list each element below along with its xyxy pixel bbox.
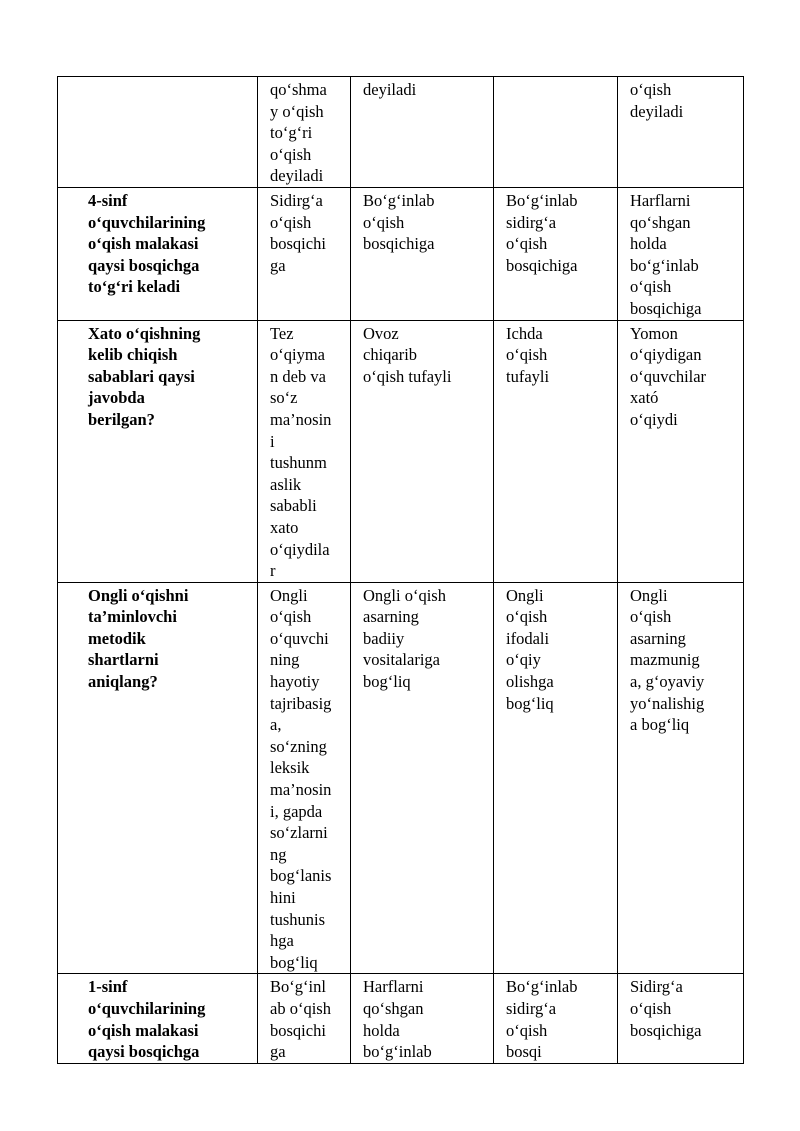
cell-text-line: tushunis	[270, 909, 326, 929]
cell-text-line: shartlarni	[88, 650, 159, 670]
cell-text-line: bosqichi	[270, 234, 326, 254]
quiz-table-body	[58, 77, 744, 1064]
cell-text-line: metodik	[88, 628, 146, 648]
cell-text-line: to‘g‘ri	[270, 123, 313, 143]
cell-text-line: deyiladi	[630, 101, 684, 121]
cell-text-line: so‘zning	[270, 736, 327, 756]
cell-text-line: aslik	[270, 474, 302, 494]
cell-text-line: badiiy	[363, 628, 405, 648]
cell-text-line: o‘quvchilar	[630, 366, 707, 386]
answer-c-cell	[494, 188, 618, 321]
cell-text-line: Bo‘g‘inlab	[506, 191, 578, 210]
cell-text-line: so‘z	[270, 388, 298, 408]
cell-text-line: mazmunig	[630, 650, 700, 670]
cell-text-line: sababli	[270, 496, 317, 516]
cell-text-line: xato	[270, 517, 299, 537]
cell-text-line: qo‘shgan	[363, 998, 424, 1018]
cell-text-line: a,	[270, 715, 282, 735]
cell-text-line: xató	[630, 388, 659, 408]
question-cell	[58, 77, 258, 188]
cell-text-line: vositalariga	[363, 650, 440, 670]
cell-text-line: bosqichiga	[630, 298, 702, 318]
table-row	[58, 974, 744, 1063]
answer-c-cell	[494, 974, 618, 1063]
quiz-table	[57, 76, 744, 1064]
cell-text-line: olishga	[506, 672, 554, 692]
cell-text-line: qaysi bosqichga	[88, 255, 200, 275]
cell-text-line: Xato o‘qishning	[88, 323, 201, 343]
table-row	[58, 188, 744, 321]
cell-text-line: o‘qish	[270, 607, 312, 627]
cell-text-line: bog‘lanis	[270, 866, 332, 886]
cell-text-line: deyiladi	[363, 80, 417, 99]
cell-text-line: qaysi bosqichga	[88, 1042, 200, 1062]
cell-text-line: o‘qiydi	[630, 409, 678, 429]
cell-text-line: holda	[630, 234, 667, 254]
cell-text-line: o‘qiydila	[270, 539, 330, 559]
cell-text-line: Sidirg‘a	[630, 977, 683, 997]
table-row	[58, 77, 744, 188]
cell-text-line: aniqlang?	[88, 672, 158, 692]
cell-text-line: o‘qish malakasi	[88, 1020, 199, 1040]
cell-text-line: n deb va	[270, 366, 326, 386]
cell-text-line: o‘qiydigan	[630, 345, 702, 365]
answer-a-cell	[258, 188, 351, 321]
answer-b-cell	[351, 77, 494, 188]
cell-text-line: a bog‘liq	[630, 715, 690, 735]
cell-text-line: Bo‘g‘inlab	[363, 191, 435, 210]
answer-a-cell	[258, 974, 351, 1063]
cell-text-line: ga	[270, 1042, 286, 1062]
cell-text-line: o‘qiyma	[270, 345, 325, 365]
cell-text-line: o‘qish	[630, 80, 672, 99]
cell-text-line: sabablari qaysi	[88, 366, 195, 386]
cell-text-line: o‘qish	[630, 607, 672, 627]
question-cell	[58, 974, 258, 1063]
cell-text-line: Bo‘g‘inlab	[506, 977, 578, 997]
question-cell	[58, 582, 258, 974]
cell-text-line: chiqarib	[363, 345, 418, 365]
answer-b-cell	[351, 188, 494, 321]
cell-text-line: tushunm	[270, 453, 327, 473]
cell-text-line: bo‘g‘inlab	[630, 255, 699, 275]
answer-a-cell	[258, 582, 351, 974]
cell-text-line: y o‘qish	[270, 101, 324, 121]
cell-text-line: sidirg‘a	[506, 212, 557, 232]
cell-text-line: Ongli	[630, 585, 668, 605]
cell-text-line: leksik	[270, 758, 310, 778]
cell-text-line: so‘zlarni	[270, 823, 328, 843]
answer-c-cell	[494, 77, 618, 188]
cell-text-line: bosqichi	[270, 1020, 326, 1040]
cell-text-line: hini	[270, 888, 296, 907]
cell-text-line: i, gapda	[270, 801, 323, 821]
cell-text-line: i	[270, 431, 275, 451]
answer-d-cell	[618, 188, 744, 321]
cell-text-line: holda	[363, 1020, 400, 1040]
cell-text-line: Ongli o‘qishni	[88, 585, 189, 605]
cell-text-line: ma’nosin	[270, 780, 332, 800]
cell-text-line: qo‘shma	[270, 80, 327, 99]
question-cell	[58, 188, 258, 321]
cell-text-line: berilgan?	[88, 409, 155, 429]
cell-text-line: 1-sinf	[88, 977, 128, 997]
cell-text-line: o‘qish malakasi	[88, 234, 199, 254]
cell-text-line: o‘quvchilarining	[88, 212, 206, 232]
cell-text-line: sidirg‘a	[506, 998, 557, 1018]
cell-text-line: Bo‘g‘inl	[270, 977, 326, 997]
cell-text-line: o‘qish	[363, 212, 405, 232]
cell-text-line: to‘g‘ri keladi	[88, 277, 181, 297]
cell-text-line: ab o‘qish	[270, 998, 331, 1018]
cell-text-line: ning	[270, 650, 300, 670]
cell-text-line: bosqi	[506, 1042, 542, 1062]
cell-text-line: o‘qish	[630, 277, 672, 297]
cell-text-line: bog‘liq	[506, 693, 554, 713]
cell-text-line: qo‘shgan	[630, 212, 691, 232]
answer-d-cell	[618, 77, 744, 188]
cell-text-line: Tez	[270, 323, 294, 343]
cell-text-line: kelib chiqish	[88, 345, 178, 365]
cell-text-line: o‘qish tufayli	[363, 366, 452, 386]
cell-text-line: ng	[270, 844, 287, 864]
cell-text-line: o‘quvchi	[270, 628, 329, 648]
cell-text-line: ga	[270, 255, 286, 275]
cell-text-line: o‘qish	[270, 144, 312, 164]
cell-text-line: o‘qish	[270, 212, 312, 232]
cell-text-line: hga	[270, 931, 294, 951]
answer-c-cell	[494, 582, 618, 974]
cell-text-line: yo‘nalishig	[630, 693, 705, 713]
cell-text-line: ma’nosin	[270, 409, 332, 429]
cell-text-line: o‘qish	[630, 998, 672, 1018]
cell-text-line: bog‘liq	[270, 952, 318, 972]
cell-text-line: a, g‘oyaviy	[630, 672, 705, 692]
answer-a-cell	[258, 320, 351, 582]
cell-text-line: bosqichiga	[363, 234, 435, 254]
cell-text-line: o‘qish	[506, 234, 548, 254]
question-cell	[58, 320, 258, 582]
cell-text-line: r	[270, 561, 276, 581]
cell-text-line: bo‘g‘inlab	[363, 1042, 432, 1062]
answer-b-cell	[351, 582, 494, 974]
answer-d-cell	[618, 974, 744, 1063]
table-row	[58, 582, 744, 974]
cell-text-line: tajribasig	[270, 693, 332, 713]
answer-d-cell	[618, 320, 744, 582]
cell-text-line: o‘qish	[506, 1020, 548, 1040]
cell-text-line: Harflarni	[630, 191, 691, 210]
cell-text-line: hayotiy	[270, 672, 320, 692]
cell-text-line: Ongli	[506, 585, 544, 605]
answer-b-cell	[351, 974, 494, 1063]
cell-text-line: asarning	[630, 628, 686, 648]
cell-text-line: Yomon	[630, 323, 678, 343]
answer-c-cell	[494, 320, 618, 582]
answer-a-cell	[258, 77, 351, 188]
cell-text-line: Ovoz	[363, 323, 399, 343]
cell-text-line: javobda	[88, 388, 145, 408]
cell-text-line: o‘qish	[506, 607, 548, 627]
cell-text-line: Sidirg‘a	[270, 191, 323, 210]
cell-text-line: o‘qish	[506, 345, 548, 365]
cell-text-line: ifodali	[506, 628, 550, 648]
cell-text-line: tufayli	[506, 366, 550, 386]
cell-text-line: Harflarni	[363, 977, 424, 997]
answer-d-cell	[618, 582, 744, 974]
cell-text-line: Ongli o‘qish	[363, 585, 446, 605]
answer-b-cell	[351, 320, 494, 582]
cell-text-line: o‘qiy	[506, 650, 541, 670]
cell-text-line: bosqichiga	[506, 255, 578, 275]
cell-text-line: Ichda	[506, 323, 543, 343]
cell-text-line: Ongli	[270, 585, 308, 605]
cell-text-line: deyiladi	[270, 166, 324, 186]
cell-text-line: ta’minlovchi	[88, 607, 177, 627]
table-row	[58, 320, 744, 582]
cell-text-line: bog‘liq	[363, 672, 411, 692]
cell-text-line: o‘quvchilarining	[88, 998, 206, 1018]
cell-text-line: 4-sinf	[88, 191, 128, 210]
cell-text-line: asarning	[363, 607, 419, 627]
cell-text-line: bosqichiga	[630, 1020, 702, 1040]
